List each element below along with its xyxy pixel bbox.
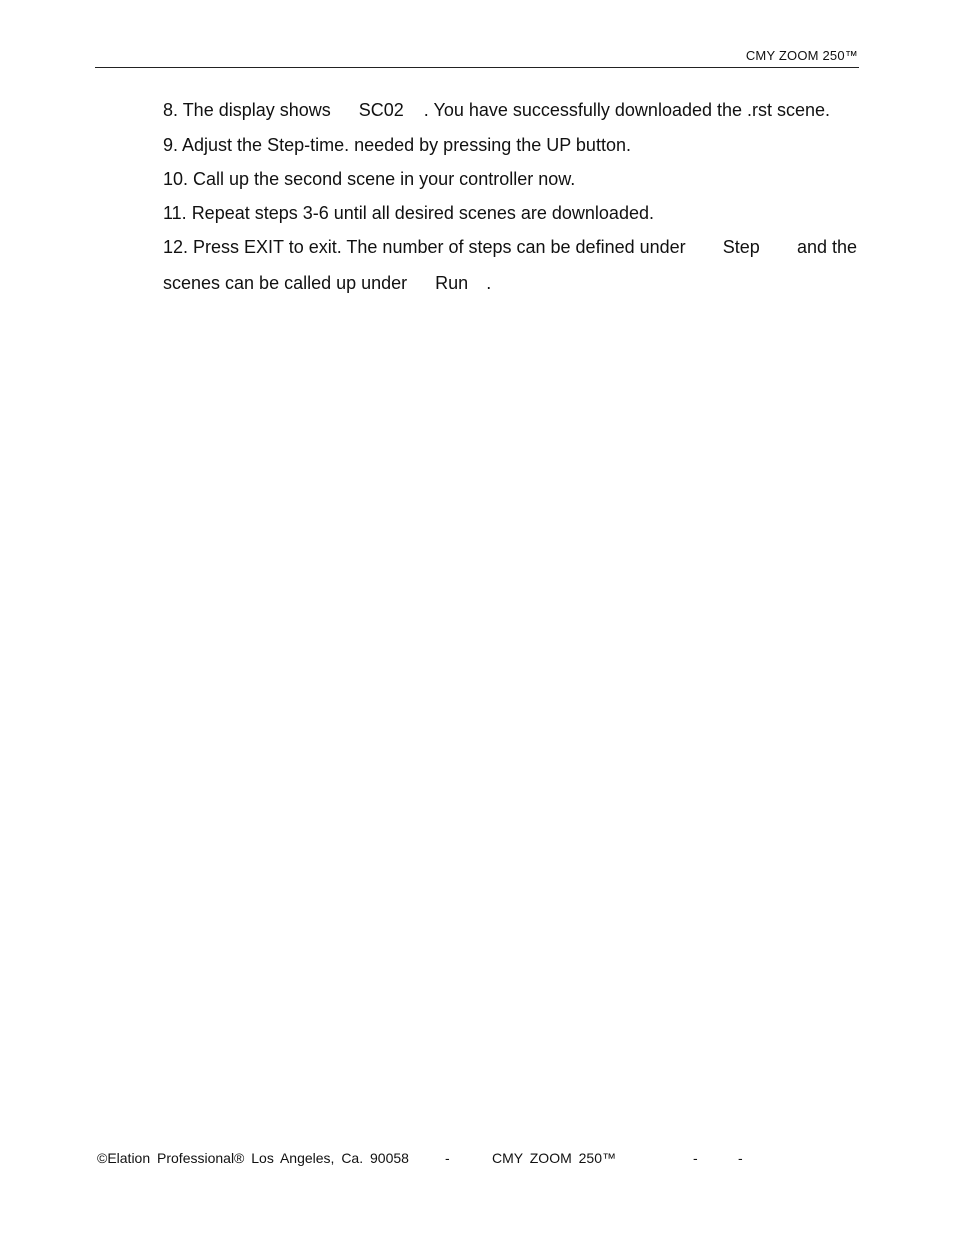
step-10: 10. Call up the second scene in your controller now. xyxy=(163,169,576,189)
header-divider xyxy=(95,67,859,68)
step-9: 9. Adjust the Step-time. needed by pressing the UP button. xyxy=(163,135,631,155)
step-12-text-mid: and the xyxy=(796,237,857,257)
step-term: Step xyxy=(722,237,760,257)
footer-model: CMY ZOOM 250™ xyxy=(492,1150,616,1166)
footer-separator: - xyxy=(693,1150,698,1166)
display-code: SC02 xyxy=(358,100,404,120)
footer-copyright: ©Elation Professional® Los Angeles, Ca. 90058 xyxy=(97,1150,409,1166)
step-8 xyxy=(163,99,830,121)
step-12-text-end: . xyxy=(486,273,492,293)
footer-separator: - xyxy=(738,1150,743,1166)
step-12-text-cont: scenes can be called up under xyxy=(163,273,408,293)
step-8-text-end: . You have successfully downloaded the .rst scene. xyxy=(423,100,831,120)
step-12-continuation xyxy=(163,272,491,294)
step-8-text-start: 8. The display shows xyxy=(163,100,331,120)
step-12 xyxy=(163,236,857,258)
footer-separator: - xyxy=(445,1150,450,1166)
step-11: 11. Repeat steps 3-6 until all desired scenes are downloaded. xyxy=(163,203,654,223)
header-title: CMY ZOOM 250™ xyxy=(745,48,858,63)
step-12-text-start: 12. Press EXIT to exit. The number of steps can be defined under xyxy=(163,237,686,257)
run-term: Run xyxy=(435,273,469,293)
